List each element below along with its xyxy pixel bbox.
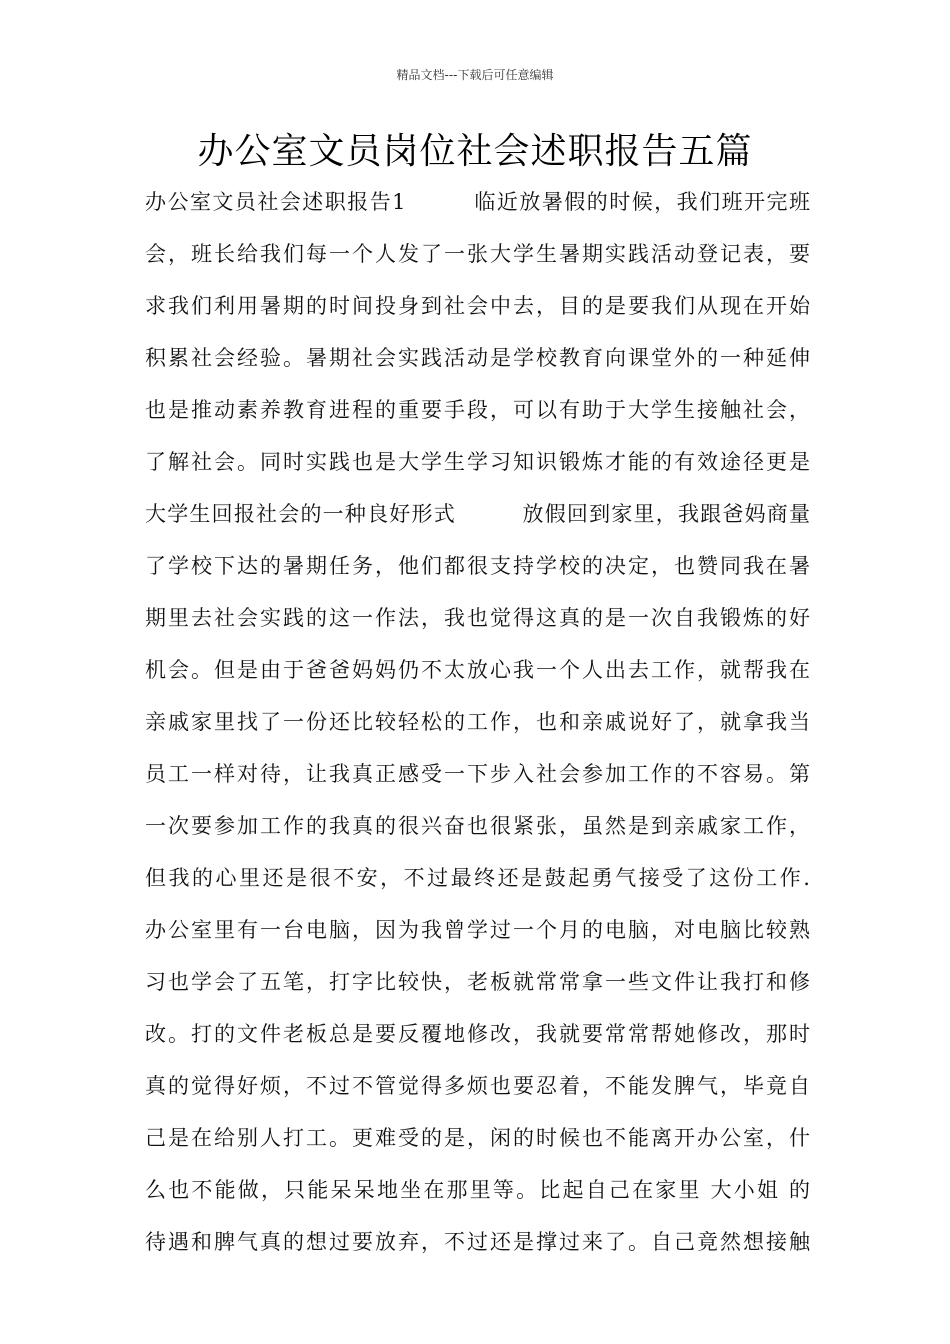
text-line: 了解社会。同时实践也是大学生学习知识锻炼才能的有效途径更是 xyxy=(145,450,810,474)
text-line: 大学生回报社会的一种良好形式 放假回到家里，我跟爸妈商量 xyxy=(145,502,810,526)
body-text xyxy=(145,178,810,1270)
text-line: 待遇和脾气真的想过要放弃，不过还是撑过来了。自己竟然想接触 xyxy=(145,1230,810,1254)
text-line: 亲戚家里找了一份还比较轻松的工作，也和亲戚说好了，就拿我当 xyxy=(145,710,810,734)
text-line: 办公室文员社会述职报告1 临近放暑假的时候，我们班开完班 xyxy=(145,190,810,214)
text-line: 求我们利用暑期的时间投身到社会中去，目的是要我们从现在开始 xyxy=(145,294,810,318)
text-line: 了学校下达的暑期任务，他们都很支持学校的决定，也赞同我在暑 xyxy=(145,554,810,578)
text-line: 办公室里有一台电脑，因为我曾学过一个月的电脑，对电脑比较熟 xyxy=(145,918,810,942)
text-line: 真的觉得好烦，不过不管觉得多烦也要忍着，不能发脾气，毕竟自 xyxy=(145,1074,810,1098)
text-line: 员工一样对待，让我真正感受一下步入社会参加工作的不容易。第 xyxy=(145,762,810,786)
text-line: 么也不能做，只能呆呆地坐在那里等。比起自己在家里 大小姐 的 xyxy=(145,1178,810,1202)
text-line: 机会。但是由于爸爸妈妈仍不太放心我一个人出去工作，就帮我在 xyxy=(145,658,810,682)
text-line: 一次要参加工作的我真的很兴奋也很紧张，虽然是到亲戚家工作， xyxy=(145,814,810,838)
text-line: 改。打的文件老板总是要反覆地修改，我就要常常帮她修改，那时 xyxy=(145,1022,810,1046)
text-line: 但我的心里还是很不安，不过最终还是鼓起勇气接受了这份工作. xyxy=(145,866,810,890)
text-line: 期里去社会实践的这一作法，我也觉得这真的是一次自我锻炼的好 xyxy=(145,606,810,630)
header-note: 精品文档---下载后可任意编辑 xyxy=(396,68,554,82)
text-line: 也是推动素养教育进程的重要手段，可以有助于大学生接触社会， xyxy=(145,398,810,422)
text-line: 己是在给别人打工。更难受的是，闲的时候也不能离开办公室，什 xyxy=(145,1126,810,1150)
text-line: 会，班长给我们每一个人发了一张大学生暑期实践活动登记表，要 xyxy=(145,242,810,266)
document-title: 办公室文员岗位社会述职报告五篇 xyxy=(197,131,753,172)
text-line: 积累社会经验。暑期社会实践活动是学校教育向课堂外的一种延伸 xyxy=(145,346,810,370)
text-line: 习也学会了五笔，打字比较快，老板就常常拿一些文件让我打和修 xyxy=(145,970,810,994)
